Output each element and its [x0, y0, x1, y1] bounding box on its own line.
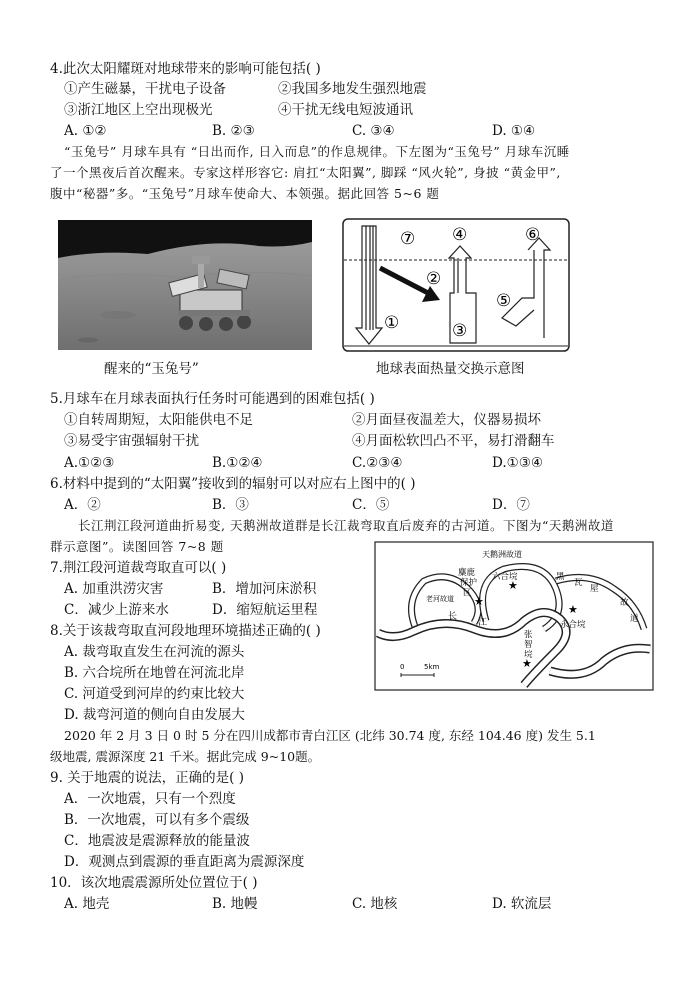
passage3-line2: 级地震, 震源深度 21 千米。据此完成 9~10题。 [50, 749, 321, 764]
q5-option-a[interactable]: A.①②③ [64, 455, 115, 471]
passage1-line1: “玉兔号” 月球车具有 “日出而作, 日入而息”的作息规律。下左图为“玉兔号” 月球车沉睡 [64, 144, 570, 159]
tianezhou-map [374, 541, 654, 691]
right-figure-caption: 地球表面热量交换示意图 [376, 361, 525, 377]
q4-option-d[interactable]: D. ①④ [492, 123, 536, 139]
q6-option-b[interactable]: B．③ [212, 497, 249, 513]
passage1-line3: 腹中“秘器”多。“玉兔号”月球车使命大、本领强。据此回答 5~6 题 [50, 186, 440, 201]
left-figure-caption: 醒来的“玉兔号” [104, 361, 199, 377]
passage2-line2: 群示意图”。读图回答 7~8 题 [50, 539, 224, 554]
star-icon-yonghe: ★ [568, 603, 578, 616]
q7-option-c[interactable]: C．减少上游来水 [64, 602, 169, 618]
q5-option-b[interactable]: B.①②④ [212, 455, 263, 471]
q4-statement-1: ①产生磁暴，干扰电子设备 [64, 81, 226, 97]
yonghe-label: 永合垸 [560, 620, 586, 630]
q6-option-a[interactable]: A．② [64, 497, 101, 513]
q5-statement-3: ③易受宇宙强辐射干扰 [64, 433, 199, 449]
star-icon-zhangzhi: ★ [522, 657, 532, 670]
svg-text:张: 张 [524, 630, 533, 640]
q9-option-c[interactable]: C．地震波是震源释放的能量波 [64, 833, 250, 849]
q5-option-d[interactable]: D.①③④ [492, 455, 543, 471]
q8-stem: 8.关于该裁弯取直河段地理环境描述正确的( ) [50, 623, 321, 639]
q6-stem: 6.材料中提到的“太阳翼”接收到的辐射可以对应右上图中的( ) [50, 476, 416, 492]
q7-option-d[interactable]: D．缩短航运里程 [212, 602, 318, 618]
q5-statement-4: ④月面松软凹凸不平，易打滑翻车 [352, 433, 555, 449]
old-channel-label: 老河故道 [426, 595, 454, 603]
svg-text:智: 智 [524, 640, 533, 650]
svg-text:保护: 保护 [460, 578, 478, 588]
q10-option-b[interactable]: B. 地幔 [212, 896, 258, 912]
q4-option-a[interactable]: A. ①② [64, 123, 107, 139]
q6-option-d[interactable]: D．⑦ [492, 497, 530, 513]
svg-text:垸: 垸 [524, 650, 533, 660]
passage1-line2: 了一个黑夜后首次醒来。专家这样形容它: 肩扛“太阳翼”, 脚踩 “风火轮”, 身披 “黄金甲”, [50, 165, 561, 180]
star-icon-liuhe: ★ [508, 579, 518, 592]
passage3-line1: 2020 年 2 月 3 日 0 时 5 分在四川成都市青白江区 (北纬 30.74 度, 东经 104.46 度) 发生 5.1 [64, 728, 596, 743]
label-4: ④ [452, 225, 468, 245]
yutu-rover-photo [58, 220, 312, 350]
label-2: ② [426, 269, 442, 289]
passage2-line1: 长江荆江段河道曲折易变, 天鹅洲故道群是长江裁弯取直后废弃的古河道。下图为“天鹅洲故道 [78, 518, 614, 533]
q7-stem: 7.荆江段河道裁弯取直可以( ) [50, 560, 227, 576]
q9-option-d[interactable]: D．观测点到震源的垂直距离为震源深度 [64, 854, 305, 870]
q6-option-c[interactable]: C．⑤ [352, 497, 390, 513]
q7-option-b[interactable]: B．增加河床淤积 [212, 581, 317, 597]
q5-option-c[interactable]: C.②③④ [352, 455, 403, 471]
svg-text:江: 江 [478, 618, 488, 628]
svg-text:长: 长 [448, 612, 458, 622]
map-title: 天鹅洲故道 [482, 550, 522, 559]
scale-zero: 0 [400, 663, 405, 671]
svg-text:道: 道 [630, 614, 639, 624]
svg-text:屋: 屋 [590, 584, 599, 594]
svg-text:瓦: 瓦 [574, 578, 583, 588]
q10-option-a[interactable]: A. 地壳 [64, 896, 110, 912]
q4-option-c[interactable]: C. ③④ [352, 123, 395, 139]
q9-stem: 9. 关于地震的说法，正确的是( ) [50, 770, 244, 786]
q10-option-d[interactable]: D. 软流层 [492, 896, 552, 912]
q8-option-d[interactable]: D. 裁弯河道的侧向自由发展大 [64, 707, 245, 723]
star-icon-reserve: ★ [474, 595, 484, 608]
q5-statement-2: ②月面昼夜温差大，仪器易损坏 [352, 412, 541, 428]
q8-option-c[interactable]: C. 河道受到河岸的约束比较大 [64, 686, 245, 702]
label-5: ⑤ [496, 291, 512, 311]
q8-option-a[interactable]: A. 裁弯取直发生在河流的源头 [64, 644, 245, 660]
q5-statement-1: ①自转周期短，太阳能供电不足 [64, 412, 253, 428]
q5-stem: 5.月球车在月球表面执行任务时可能遇到的困难包括( ) [50, 391, 375, 407]
q4-statement-4: ④干扰无线电短波通讯 [278, 102, 413, 118]
label-7: ⑦ [400, 229, 416, 249]
q10-stem: 10．该次地震震源所处位置位于( ) [50, 875, 258, 891]
q4-statement-3: ③浙江地区上空出现极光 [64, 102, 213, 118]
svg-text:区: 区 [463, 588, 472, 598]
label-6: ⑥ [525, 225, 541, 245]
q4-statement-2: ②我国多地发生强烈地震 [278, 81, 427, 97]
scale-five-km: 5km [424, 663, 440, 671]
svg-text:麋鹿: 麋鹿 [458, 568, 476, 578]
q9-option-a[interactable]: A．一次地震，只有一个烈度 [64, 791, 236, 807]
q8-option-b[interactable]: B. 六合垸所在地曾在河流北岸 [64, 665, 245, 681]
q7-option-a[interactable]: A. 加重洪涝灾害 [64, 581, 164, 597]
heat-exchange-diagram [342, 218, 570, 352]
label-3: ③ [452, 321, 468, 341]
svg-text:黑: 黑 [556, 572, 565, 582]
label-1: ① [384, 313, 400, 333]
q9-option-b[interactable]: B．一次地震，可以有多个震级 [64, 812, 250, 828]
q4-stem: 4.此次太阳耀斑对地球带来的影响可能包括( ) [50, 61, 321, 77]
svg-text:故: 故 [620, 598, 629, 608]
q10-option-c[interactable]: C. 地核 [352, 896, 398, 912]
q4-option-b[interactable]: B. ②③ [212, 123, 255, 139]
liuhe-label: 六合垸 [492, 572, 518, 582]
